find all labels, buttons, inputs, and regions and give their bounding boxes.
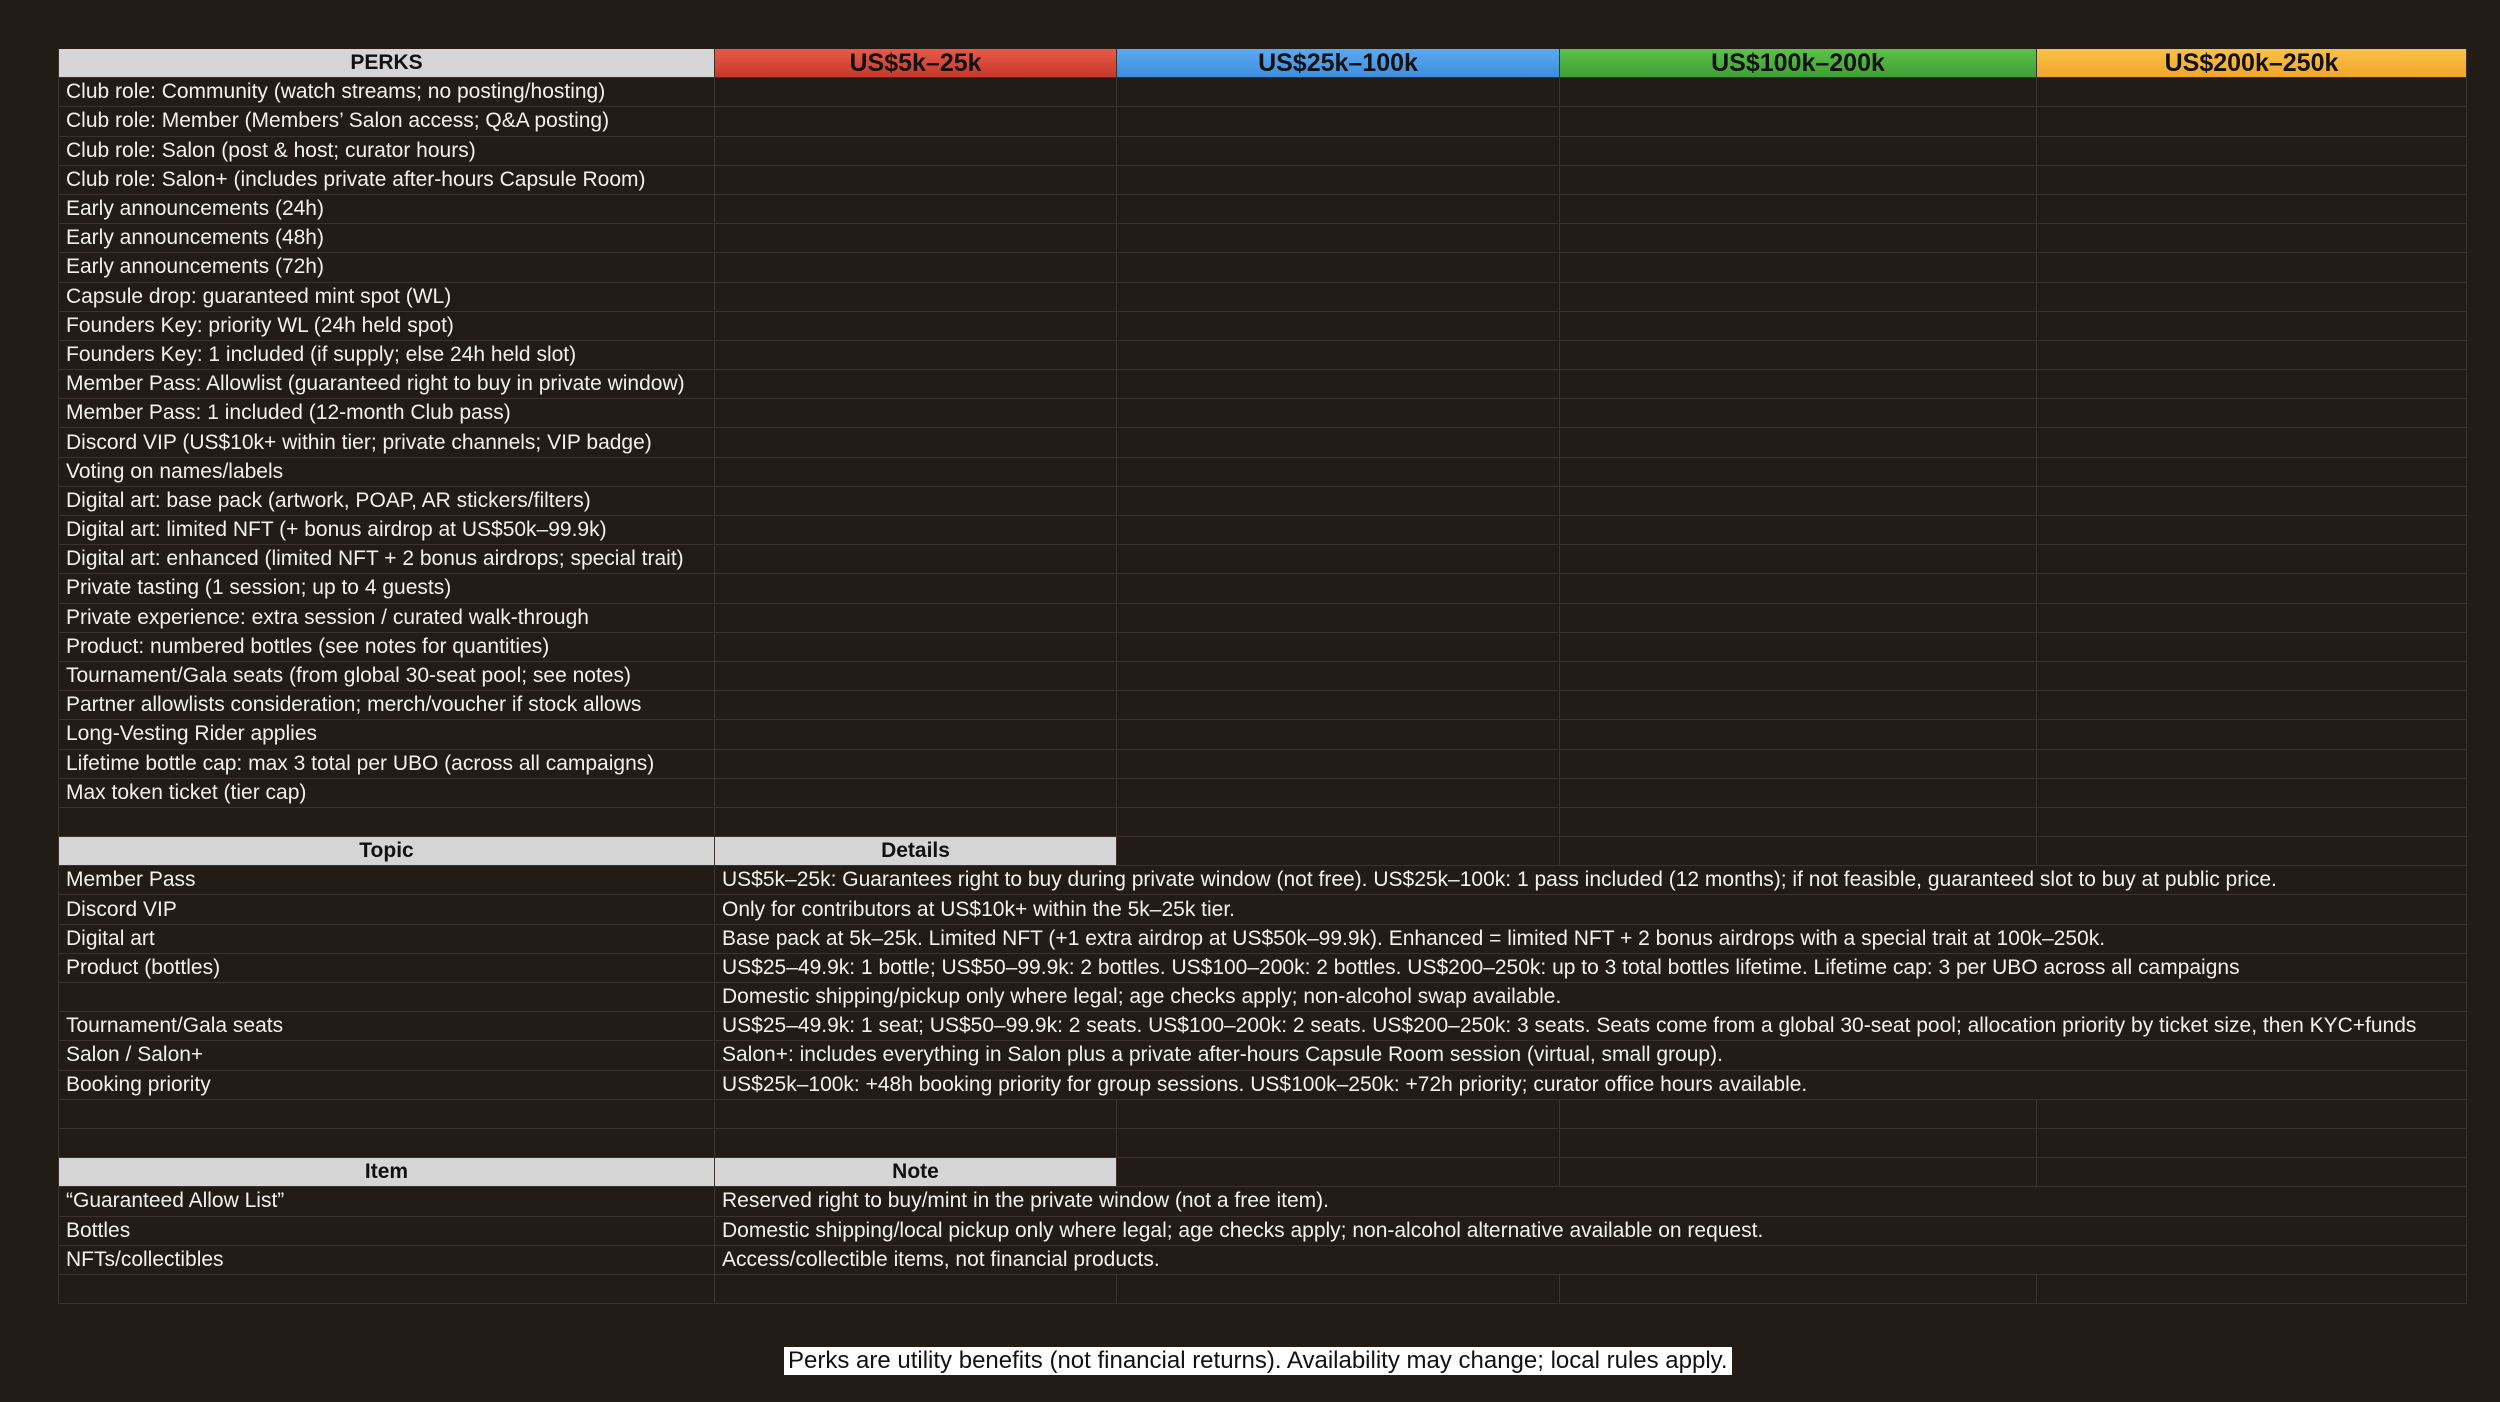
tier-4-cell[interactable] — [2037, 399, 2467, 427]
tier-3-cell[interactable] — [1560, 107, 2037, 135]
perk-label-cell[interactable]: Early announcements (48h) — [58, 224, 715, 252]
tier-2-cell[interactable] — [1117, 516, 1560, 544]
tier-4-cell[interactable] — [2037, 428, 2467, 456]
topic-row — [58, 1012, 2467, 1041]
perk-label-cell[interactable]: Club role: Community (watch streams; no posting/hosting) — [58, 78, 715, 106]
tier-3-cell[interactable] — [1560, 195, 2037, 223]
tier-2-cell[interactable] — [1117, 458, 1560, 486]
topic-cell[interactable]: Product (bottles) — [58, 954, 715, 982]
tier-4-cell[interactable] — [2037, 604, 2467, 632]
topic-row — [58, 954, 2467, 983]
topic-row — [58, 1041, 2467, 1070]
tier-1-cell[interactable] — [715, 779, 1117, 807]
tier-3-cell[interactable] — [1560, 312, 2037, 340]
details-cell[interactable]: US$25–49.9k: 1 bottle; US$50–99.9k: 2 bottles. US$100–200k: 2 bottles. US$200–250k: up to 3 total bottles lifetime. Lifetime cap: 3 per UBO across all campaigns — [715, 954, 2467, 982]
tier-2-cell[interactable] — [1117, 166, 1560, 194]
perk-row — [58, 283, 2467, 312]
tier-3-cell[interactable] — [1560, 487, 2037, 515]
details-cell[interactable]: Base pack at 5k–25k. Limited NFT (+1 extra airdrop at US$50k–99.9k). Enhanced = limited NFT + 2 bonus airdrops with a special trait at 100k–250k. — [715, 925, 2467, 953]
tier-4-cell[interactable] — [2037, 779, 2467, 807]
tier-4-cell[interactable] — [2037, 720, 2467, 748]
tier-4-cell[interactable] — [2037, 137, 2467, 165]
perk-label-cell[interactable]: Private tasting (1 session; up to 4 guests) — [58, 574, 715, 602]
perk-row — [58, 137, 2467, 166]
tier-3-cell[interactable] — [1560, 399, 2037, 427]
perk-row — [58, 195, 2467, 224]
details-cell[interactable]: Only for contributors at US$10k+ within the 5k–25k tier. — [715, 895, 2467, 923]
topics-header-row — [58, 837, 2467, 866]
perk-row — [58, 253, 2467, 282]
perk-row — [58, 779, 2467, 808]
tier-header-3[interactable]: US$100k–200k — [1560, 49, 2037, 77]
topic-cell[interactable]: Digital art — [58, 925, 715, 953]
tier-header-1[interactable]: US$5k–25k — [715, 49, 1117, 77]
note-column-header[interactable]: Note — [715, 1158, 1117, 1186]
topic-row — [58, 866, 2467, 895]
perk-label-cell[interactable]: Private experience: extra session / curated walk-through — [58, 604, 715, 632]
tier-2-cell[interactable] — [1117, 691, 1560, 719]
perk-label-cell[interactable]: Tournament/Gala seats (from global 30-seat pool; see notes) — [58, 662, 715, 690]
topic-cell[interactable]: Discord VIP — [58, 895, 715, 923]
perk-label-cell[interactable]: Member Pass: 1 included (12-month Club pass) — [58, 399, 715, 427]
perk-row — [58, 458, 2467, 487]
tier-1-cell[interactable] — [715, 750, 1117, 778]
tier-1-cell[interactable] — [715, 691, 1117, 719]
tier-1-cell[interactable] — [715, 516, 1117, 544]
perk-label-cell[interactable]: Founders Key: priority WL (24h held spot) — [58, 312, 715, 340]
perks-table-body — [58, 78, 2467, 808]
perk-label-cell[interactable]: Club role: Salon+ (includes private after-hours Capsule Room) — [58, 166, 715, 194]
tier-3-cell[interactable] — [1560, 604, 2037, 632]
tier-4-cell[interactable] — [2037, 516, 2467, 544]
topic-row — [58, 895, 2467, 924]
perk-row — [58, 750, 2467, 779]
perk-row — [58, 312, 2467, 341]
tier-1-cell[interactable] — [715, 195, 1117, 223]
perks-header-row — [58, 49, 2467, 78]
tier-3-cell[interactable] — [1560, 779, 2037, 807]
perk-label-cell[interactable]: Capsule drop: guaranteed mint spot (WL) — [58, 283, 715, 311]
perk-row — [58, 633, 2467, 662]
topic-cell[interactable]: Salon / Salon+ — [58, 1041, 715, 1069]
tier-2-cell[interactable] — [1117, 137, 1560, 165]
topic-row — [58, 1071, 2467, 1100]
perk-label-cell[interactable]: Member Pass: Allowlist (guaranteed right to buy in private window) — [58, 370, 715, 398]
tier-2-cell[interactable] — [1117, 341, 1560, 369]
perk-label-cell[interactable]: Digital art: limited NFT (+ bonus airdrop at US$50k–99.9k) — [58, 516, 715, 544]
tier-1-cell[interactable] — [715, 428, 1117, 456]
tier-1-cell[interactable] — [715, 78, 1117, 106]
tier-2-cell[interactable] — [1117, 779, 1560, 807]
blank-row — [58, 1129, 2467, 1158]
tier-3-cell[interactable] — [1560, 283, 2037, 311]
item-cell[interactable]: “Guaranteed Allow List” — [58, 1187, 715, 1215]
perk-label-cell[interactable]: Club role: Salon (post & host; curator hours) — [58, 137, 715, 165]
perk-row — [58, 516, 2467, 545]
tier-3-cell[interactable] — [1560, 458, 2037, 486]
perk-row — [58, 487, 2467, 516]
tier-2-cell[interactable] — [1117, 574, 1560, 602]
tier-4-cell[interactable] — [2037, 224, 2467, 252]
perk-row — [58, 545, 2467, 574]
perks-column-header[interactable]: PERKS — [58, 49, 715, 77]
tier-4-cell[interactable] — [2037, 574, 2467, 602]
tier-4-cell[interactable] — [2037, 78, 2467, 106]
perk-row — [58, 224, 2467, 253]
tier-1-cell[interactable] — [715, 545, 1117, 573]
perk-label-cell[interactable]: Partner allowlists consideration; merch/voucher if stock allows — [58, 691, 715, 719]
tier-4-cell[interactable] — [2037, 487, 2467, 515]
tier-4-cell[interactable] — [2037, 662, 2467, 690]
item-cell[interactable]: NFTs/collectibles — [58, 1246, 715, 1274]
tier-2-cell[interactable] — [1117, 78, 1560, 106]
tier-2-cell[interactable] — [1117, 224, 1560, 252]
blank-row — [58, 808, 2467, 837]
tier-1-cell[interactable] — [715, 283, 1117, 311]
perk-label-cell[interactable]: Max token ticket (tier cap) — [58, 779, 715, 807]
tier-4-cell[interactable] — [2037, 750, 2467, 778]
tier-2-cell[interactable] — [1117, 545, 1560, 573]
tier-1-cell[interactable] — [715, 720, 1117, 748]
tier-3-cell[interactable] — [1560, 545, 2037, 573]
perk-label-cell[interactable]: Digital art: base pack (artwork, POAP, AR stickers/filters) — [58, 487, 715, 515]
items-header-row — [58, 1158, 2467, 1187]
tier-3-cell[interactable] — [1560, 166, 2037, 194]
topics-table-body — [58, 866, 2467, 1100]
blank-row — [58, 1275, 2467, 1304]
topic-cell[interactable]: Member Pass — [58, 866, 715, 894]
tier-2-cell[interactable] — [1117, 312, 1560, 340]
tier-1-cell[interactable] — [715, 137, 1117, 165]
details-cell[interactable]: Salon+: includes everything in Salon plus a private after-hours Capsule Room session (virtual, small group). — [715, 1041, 2467, 1069]
perk-label-cell[interactable]: Product: numbered bottles (see notes for quantities) — [58, 633, 715, 661]
tier-2-cell[interactable] — [1117, 253, 1560, 281]
tier-3-cell[interactable] — [1560, 633, 2037, 661]
perk-label-cell[interactable]: Digital art: enhanced (limited NFT + 2 bonus airdrops; special trait) — [58, 545, 715, 573]
details-cell[interactable]: US$25–49.9k: 1 seat; US$50–99.9k: 2 seats. US$100–200k: 2 seats. US$200–250k: 3 seats. Seats come from a global 30-seat pool; allocation priority by ticket size, then KYC+funds — [715, 1012, 2467, 1040]
tier-1-cell[interactable] — [715, 107, 1117, 135]
tier-2-cell[interactable] — [1117, 662, 1560, 690]
tier-header-2[interactable]: US$25k–100k — [1117, 49, 1560, 77]
item-row — [58, 1246, 2467, 1275]
tier-3-cell[interactable] — [1560, 516, 2037, 544]
tier-3-cell[interactable] — [1560, 428, 2037, 456]
tier-4-cell[interactable] — [2037, 370, 2467, 398]
perk-row — [58, 604, 2467, 633]
perk-row — [58, 691, 2467, 720]
topic-cell[interactable]: Booking priority — [58, 1071, 715, 1099]
tier-4-cell[interactable] — [2037, 458, 2467, 486]
tier-1-cell[interactable] — [715, 487, 1117, 515]
topic-column-header[interactable]: Topic — [58, 837, 715, 865]
tier-3-cell[interactable] — [1560, 224, 2037, 252]
perk-label-cell[interactable]: Early announcements (24h) — [58, 195, 715, 223]
perk-row — [58, 341, 2467, 370]
perk-row — [58, 399, 2467, 428]
note-cell[interactable]: Access/collectible items, not financial products. — [715, 1246, 2467, 1274]
perk-row — [58, 720, 2467, 749]
tier-3-cell[interactable] — [1560, 137, 2037, 165]
perk-row — [58, 78, 2467, 107]
perk-label-cell[interactable]: Voting on names/labels — [58, 458, 715, 486]
perk-row — [58, 166, 2467, 195]
tier-4-cell[interactable] — [2037, 312, 2467, 340]
tier-3-cell[interactable] — [1560, 341, 2037, 369]
item-column-header[interactable]: Item — [58, 1158, 715, 1186]
perk-row — [58, 574, 2467, 603]
tier-4-cell[interactable] — [2037, 166, 2467, 194]
blank-row — [58, 1100, 2467, 1129]
perk-label-cell[interactable]: Early announcements (72h) — [58, 253, 715, 281]
tier-1-cell[interactable] — [715, 604, 1117, 632]
tier-1-cell[interactable] — [715, 166, 1117, 194]
tier-2-cell[interactable] — [1117, 750, 1560, 778]
tier-1-cell[interactable] — [715, 633, 1117, 661]
tier-3-cell[interactable] — [1560, 574, 2037, 602]
tier-3-cell[interactable] — [1560, 662, 2037, 690]
tier-4-cell[interactable] — [2037, 107, 2467, 135]
tier-1-cell[interactable] — [715, 399, 1117, 427]
perk-label-cell[interactable]: Long-Vesting Rider applies — [58, 720, 715, 748]
disclaimer-footnote: Perks are utility benefits (not financial returns). Availability may change; local rules apply. — [784, 1347, 1732, 1375]
perk-label-cell[interactable]: Discord VIP (US$10k+ within tier; private channels; VIP badge) — [58, 428, 715, 456]
topic-cell[interactable]: Tournament/Gala seats — [58, 1012, 715, 1040]
tier-4-cell[interactable] — [2037, 545, 2467, 573]
tier-4-cell[interactable] — [2037, 341, 2467, 369]
tier-2-cell[interactable] — [1117, 283, 1560, 311]
tier-3-cell[interactable] — [1560, 78, 2037, 106]
item-cell[interactable]: Bottles — [58, 1217, 715, 1245]
tier-2-cell[interactable] — [1117, 370, 1560, 398]
topic-row — [58, 983, 2467, 1012]
tier-4-cell[interactable] — [2037, 253, 2467, 281]
item-row — [58, 1217, 2467, 1246]
details-cell[interactable]: US$25k–100k: +48h booking priority for group sessions. US$100k–250k: +72h priority; curator office hours available. — [715, 1071, 2467, 1099]
tier-1-cell[interactable] — [715, 370, 1117, 398]
tier-1-cell[interactable] — [715, 312, 1117, 340]
tier-2-cell[interactable] — [1117, 604, 1560, 632]
tier-2-cell[interactable] — [1117, 399, 1560, 427]
items-table-body — [58, 1187, 2467, 1275]
tier-1-cell[interactable] — [715, 662, 1117, 690]
note-cell[interactable]: Reserved right to buy/mint in the private window (not a free item). — [715, 1187, 2467, 1215]
perk-label-cell[interactable]: Club role: Member (Members’ Salon access; Q&A posting) — [58, 107, 715, 135]
tier-2-cell[interactable] — [1117, 428, 1560, 456]
perk-label-cell[interactable]: Lifetime bottle cap: max 3 total per UBO (across all campaigns) — [58, 750, 715, 778]
tier-2-cell[interactable] — [1117, 195, 1560, 223]
tier-header-4[interactable]: US$200k–250k — [2037, 49, 2467, 77]
details-cell[interactable]: Domestic shipping/pickup only where legal; age checks apply; non-alcohol swap available. — [715, 983, 2467, 1011]
topic-row — [58, 925, 2467, 954]
tier-4-cell[interactable] — [2037, 195, 2467, 223]
tier-4-cell[interactable] — [2037, 691, 2467, 719]
tier-1-cell[interactable] — [715, 341, 1117, 369]
spreadsheet — [58, 49, 2467, 1304]
perk-row — [58, 370, 2467, 399]
details-column-header[interactable]: Details — [715, 837, 1117, 865]
perk-row — [58, 662, 2467, 691]
tier-4-cell[interactable] — [2037, 283, 2467, 311]
tier-3-cell[interactable] — [1560, 720, 2037, 748]
tier-1-cell[interactable] — [715, 574, 1117, 602]
tier-3-cell[interactable] — [1560, 253, 2037, 281]
tier-3-cell[interactable] — [1560, 370, 2037, 398]
tier-2-cell[interactable] — [1117, 487, 1560, 515]
tier-4-cell[interactable] — [2037, 633, 2467, 661]
tier-2-cell[interactable] — [1117, 107, 1560, 135]
perk-row — [58, 428, 2467, 457]
perk-row — [58, 107, 2467, 136]
perk-label-cell[interactable]: Founders Key: 1 included (if supply; else 24h held slot) — [58, 341, 715, 369]
tier-1-cell[interactable] — [715, 224, 1117, 252]
topic-cell[interactable] — [58, 983, 715, 1011]
tier-3-cell[interactable] — [1560, 750, 2037, 778]
note-cell[interactable]: Domestic shipping/local pickup only where legal; age checks apply; non-alcohol alternative available on request. — [715, 1217, 2467, 1245]
details-cell[interactable]: US$5k–25k: Guarantees right to buy during private window (not free). US$25k–100k: 1 pass included (12 months); if not feasible, guaranteed slot to buy at public price. — [715, 866, 2467, 894]
tier-1-cell[interactable] — [715, 458, 1117, 486]
tier-1-cell[interactable] — [715, 253, 1117, 281]
tier-2-cell[interactable] — [1117, 633, 1560, 661]
tier-2-cell[interactable] — [1117, 720, 1560, 748]
item-row — [58, 1187, 2467, 1216]
tier-3-cell[interactable] — [1560, 691, 2037, 719]
